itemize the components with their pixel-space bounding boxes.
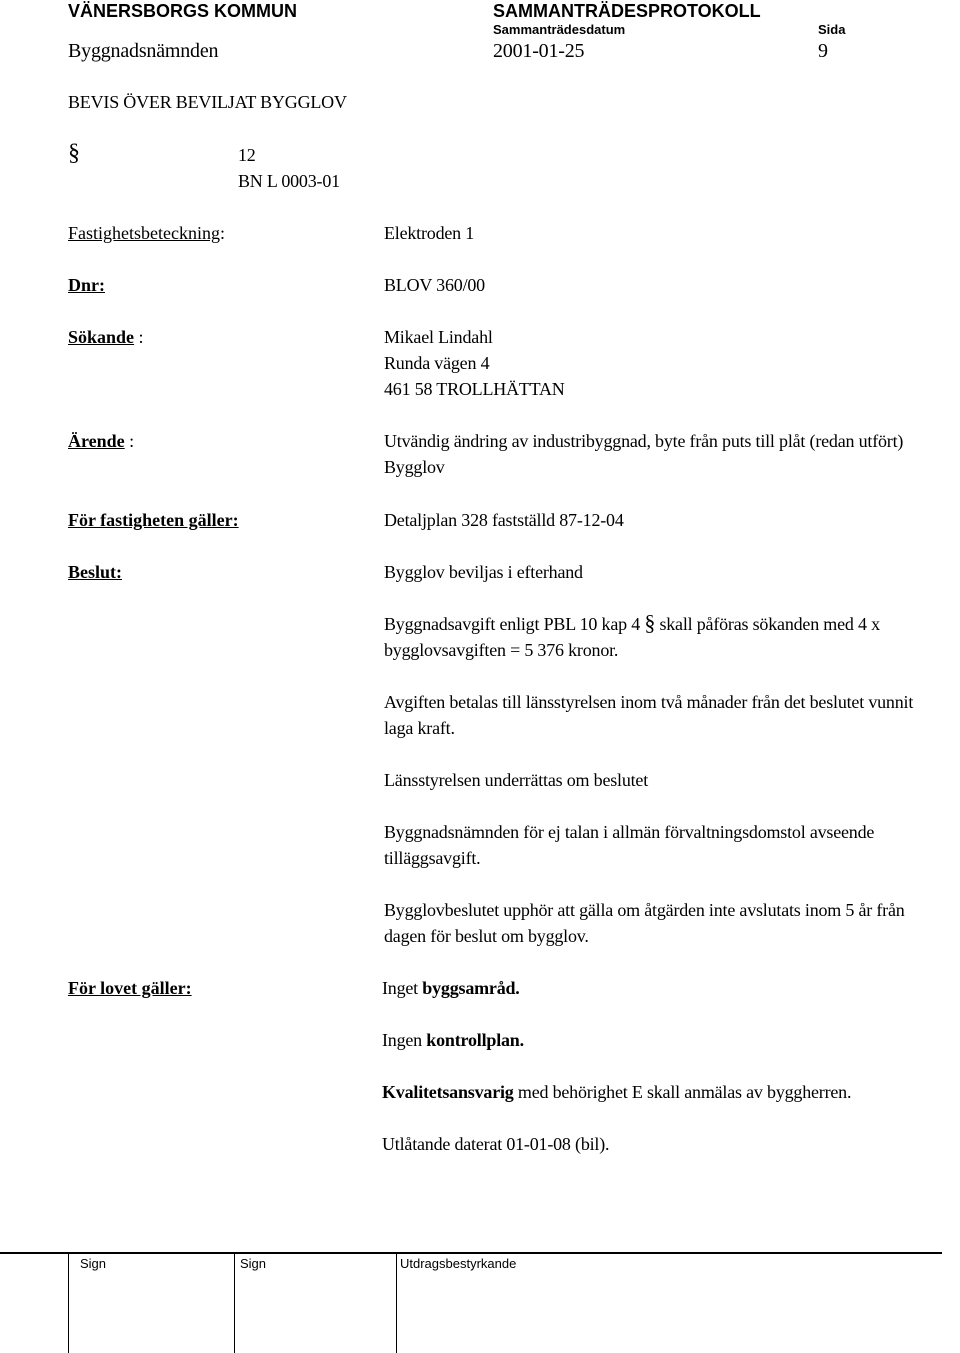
payment-line-1: Avgiften betalas till länsstyrelsen inom två månader från det beslutet vunnit — [384, 692, 914, 712]
permit-line-3 — [382, 1082, 851, 1103]
applies-value: Detaljplan 328 fastställd 87-12-04 — [384, 510, 624, 530]
dnr-label: Dnr: — [68, 275, 105, 295]
protocol-title: SAMMANTRÄDESPROTOKOLL — [493, 1, 761, 21]
payment-line-2: laga kraft. — [384, 718, 455, 738]
permit-line-2 — [382, 1030, 524, 1051]
applicant-label: Sökande : — [68, 327, 144, 347]
permit-line-2-bold: kontrollplan. — [426, 1030, 524, 1050]
extract-certification-field: Utdragsbestyrkande — [400, 1256, 517, 1271]
permit-line-3-plain: med behörighet E skall anmälas av byggherren. — [513, 1082, 852, 1102]
expiry-line-2: dagen för beslut om bygglov. — [384, 926, 589, 946]
court-paragraph — [384, 819, 874, 871]
date-label: Sammanträdesdatum — [493, 22, 626, 37]
permit-label: För lovet gäller: — [68, 978, 192, 998]
fee-paragraph — [384, 611, 880, 663]
footer-rule — [0, 1252, 942, 1254]
expiry-line-1: Bygglovbeslutet upphör att gälla om åtgärden inte avslutats inom 5 år från — [384, 900, 905, 920]
permit-line-1-plain: Inget — [382, 978, 423, 998]
footer-divider-3 — [396, 1252, 397, 1353]
permit-line-1 — [382, 978, 520, 999]
matter-label: Ärende : — [68, 431, 135, 451]
document-title: BEVIS ÖVER BEVILJAT BYGGLOV — [68, 92, 347, 112]
applicant-address — [384, 324, 565, 402]
expiry-paragraph — [384, 897, 905, 949]
applicant-street: Runda vägen 4 — [384, 353, 490, 373]
applies-label: För fastigheten gäller: — [68, 510, 239, 530]
fee-line-1 — [384, 611, 880, 637]
page-label: Sida — [818, 22, 846, 37]
matter-line-1: Utvändig ändring av industribyggnad, byte från puts till plåt (redan utfört) — [384, 431, 904, 451]
page-number: 9 — [818, 40, 828, 62]
dnr-value: BLOV 360/00 — [384, 275, 485, 295]
footer-divider-2 — [234, 1252, 235, 1353]
court-line-2: tilläggsavgift. — [384, 848, 481, 868]
sign-field-1: Sign — [80, 1256, 107, 1271]
court-line-1: Byggnadsnämnden för ej talan i allmän förvaltningsdomstol avseende — [384, 822, 875, 842]
matter-line-2: Bygglov — [384, 457, 445, 477]
section-number: 12 — [238, 145, 256, 165]
board-name: Byggnadsnämnden — [68, 40, 219, 62]
municipality-name: VÄNERSBORGS KOMMUN — [68, 1, 298, 21]
sign-field-2: Sign — [240, 1256, 267, 1271]
applicant-label-text: Sökande — [68, 327, 135, 347]
case-reference: BN L 0003-01 — [238, 171, 340, 191]
property-label: Fastighetsbeteckning: — [68, 223, 225, 243]
meeting-date: 2001-01-25 — [493, 40, 585, 62]
decision-label: Beslut: — [68, 562, 122, 582]
footer-divider-1 — [68, 1252, 69, 1353]
fee-line-2: bygglovsavgiften = 5 376 kronor. — [384, 640, 619, 660]
fee-line-1-start: Byggnadsavgift enligt PBL 10 kap 4 — [384, 614, 641, 634]
section-symbol: § — [68, 140, 80, 166]
notify-text: Länsstyrelsen underrättas om beslutet — [384, 770, 649, 790]
permit-line-4: Utlåtande daterat 01-01-08 (bil). — [382, 1134, 610, 1154]
permit-line-1-bold: byggsamråd. — [422, 978, 520, 998]
applicant-name: Mikael Lindahl — [384, 327, 493, 347]
matter-text — [384, 428, 903, 480]
property-value: Elektroden 1 — [384, 223, 475, 243]
property-label-text: Fastighetsbeteckning — [68, 223, 220, 243]
decision-value: Bygglov beviljas i efterhand — [384, 562, 583, 582]
applicant-city: 461 58 TROLLHÄTTAN — [384, 379, 565, 399]
matter-label-text: Ärende — [68, 431, 125, 451]
permit-line-2-plain: Ingen — [382, 1030, 427, 1050]
paragraph-symbol: § — [644, 610, 656, 635]
fee-line-1-end: skall påföras sökanden med 4 x — [659, 614, 880, 634]
permit-line-3-bold: Kvalitetsansvarig — [382, 1082, 514, 1102]
payment-paragraph — [384, 689, 913, 741]
